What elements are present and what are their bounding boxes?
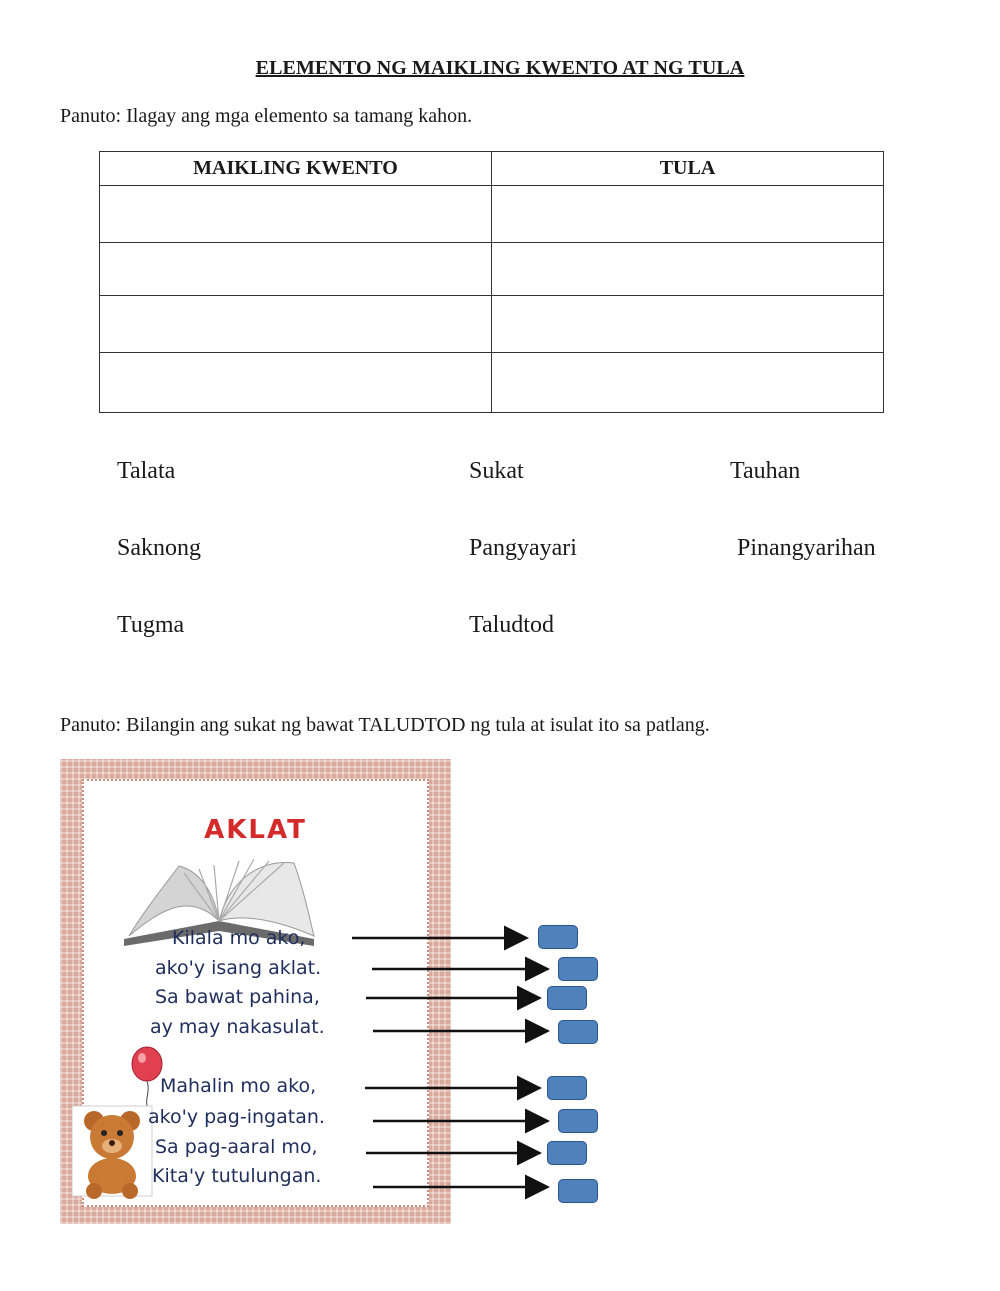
word-chip-taludtod[interactable]: Taludtod: [469, 612, 554, 638]
poem-line-1: Kilala mo ako,: [172, 927, 306, 949]
answer-box-3[interactable]: [547, 986, 587, 1010]
answer-box-5[interactable]: [547, 1076, 587, 1100]
answer-box-2[interactable]: [558, 957, 598, 981]
word-chip-tauhan[interactable]: Tauhan: [730, 458, 801, 484]
word-chip-pangyayari[interactable]: Pangyayari: [469, 535, 577, 561]
answer-box-6[interactable]: [558, 1109, 598, 1133]
poem-line-8: Kita'y tutulungan.: [152, 1165, 322, 1187]
word-chip-saknong[interactable]: Saknong: [117, 535, 201, 561]
poem-line-3: Sa bawat pahina,: [155, 986, 320, 1008]
word-chip-sukat[interactable]: Sukat: [469, 458, 524, 484]
drop-box-tula-3[interactable]: [492, 296, 884, 353]
drop-box-kwento-3[interactable]: [100, 296, 492, 353]
drop-box-tula-4[interactable]: [492, 353, 884, 413]
drop-box-tula-1[interactable]: [492, 186, 884, 243]
poem-line-6: ako'y pag-ingatan.: [148, 1106, 325, 1128]
instruction-count: Panuto: Bilangin ang sukat ng bawat TALUDTOD ng tula at isulat ito sa patlang.: [60, 714, 710, 736]
answer-box-7[interactable]: [547, 1141, 587, 1165]
worksheet-title: ELEMENTO NG MAIKLING KWENTO AT NG TULA: [255, 57, 745, 79]
word-chip-tugma[interactable]: Tugma: [117, 612, 185, 638]
sorting-table: [99, 151, 884, 413]
drop-box-kwento-1[interactable]: [100, 186, 492, 243]
drop-box-kwento-4[interactable]: [100, 353, 492, 413]
answer-box-4[interactable]: [558, 1020, 598, 1044]
word-chip-pinangyarihan[interactable]: Pinangyarihan: [737, 535, 876, 561]
word-chip-talata[interactable]: Talata: [117, 458, 176, 484]
header-tula: TULA: [492, 152, 884, 186]
poem-line-7: Sa pag-aaral mo,: [155, 1136, 318, 1158]
poem-line-2: ako'y isang aklat.: [155, 957, 322, 979]
answer-box-1[interactable]: [538, 925, 578, 949]
drop-box-kwento-2[interactable]: [100, 243, 492, 296]
drop-box-tula-2[interactable]: [492, 243, 884, 296]
instruction-sort: Panuto: Ilagay ang mga elemento sa tamang kahon.: [60, 105, 473, 127]
answer-box-8[interactable]: [558, 1179, 598, 1203]
poem-title: AKLAT: [204, 815, 307, 845]
header-maikling-kwento: MAIKLING KWENTO: [100, 152, 492, 186]
poem-line-5: Mahalin mo ako,: [160, 1075, 317, 1097]
poem-line-4: ay may nakasulat.: [150, 1016, 325, 1038]
